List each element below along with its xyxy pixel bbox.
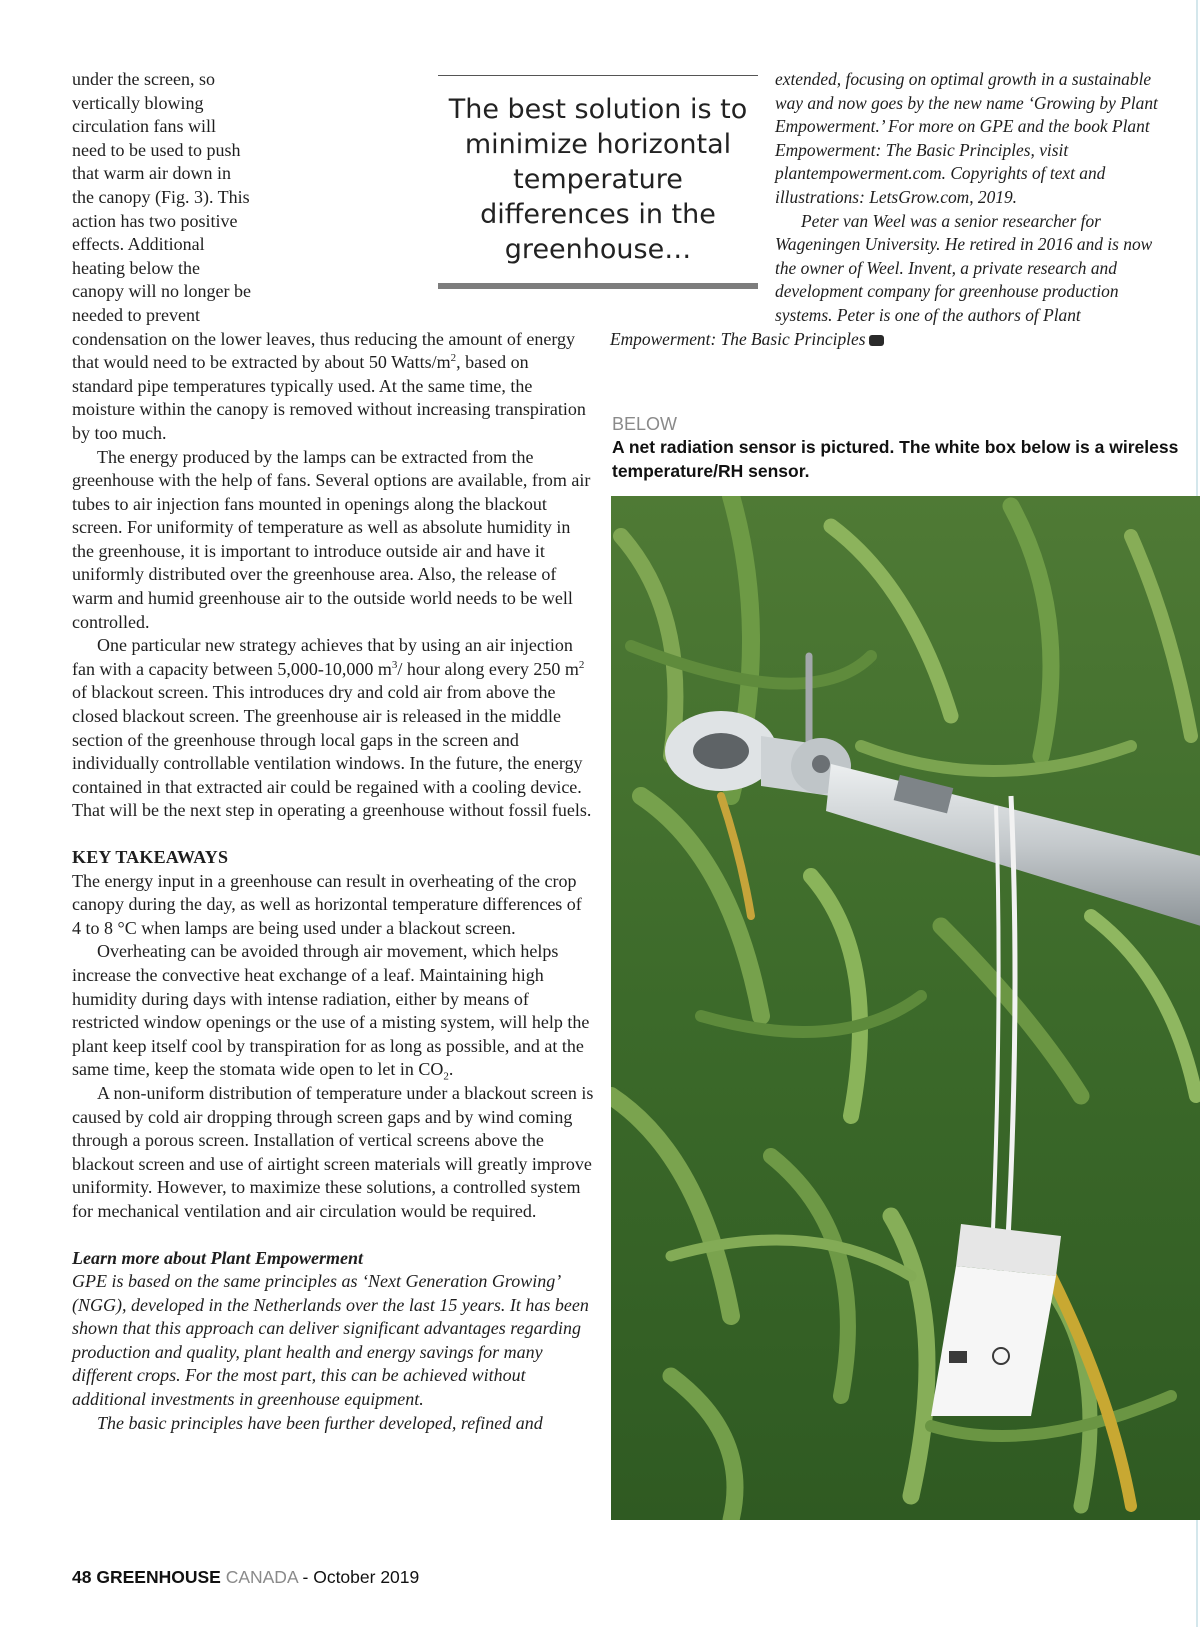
section-heading: Learn more about Plant Empowerment <box>72 1247 364 1268</box>
page-number: 48 <box>72 1567 92 1587</box>
caption-text: A net radiation sensor is pictured. The white box below is a wireless temperature/RH sensor. <box>612 437 1179 481</box>
magazine-suffix: CANADA <box>225 1567 298 1587</box>
page-footer <box>72 1567 419 1588</box>
body-paragraph: One particular new strategy achieves that by using an air injection fan with a capacity between 5,000-10,000 $m^3/$ hour along every 250 $m^2$ of blackout screen. This introduces dry and cold air from above the closed blackout screen. The greenhouse air is released in the middle section of the greenhouse through local gaps in the screen and individually controllable ventilation windows. In the future, the energy contained in that extracted air could be regained with a cooling device. That will be the next step in operating a greenhouse without fossil fuels. <box>72 635 592 821</box>
body-paragraph: The basic principles have been further developed, refined and <box>97 1412 543 1433</box>
section-heading: KEY TAKEAWAYS <box>72 847 229 867</box>
body-paragraph: extended, focusing on optimal growth in a sustainable way and now goes by the new name ‘Growing by Plant Empowerment.’ For more on GPE and the book Plant Empowerment: The Basic Principles, visit plantempowerment.com. Copyrights of text and illustrations: LetsGrow.com, 2019. <box>775 69 1158 207</box>
right-column <box>610 68 1165 351</box>
sensor-photo <box>611 496 1200 1520</box>
body-paragraph: under the screen, so vertically blowing circulation fans will need to be used to push that warm air down in the canopy (Fig. 3). This action has two positive effects. Additional heating below the canopy will no longer be needed to prevent condensation on the lower leaves, thus reducing the amount of energy that would need to be extracted by about 50 Watts/$m^2$, based on standard pipe temperatures typically used. At the same time, the moisture within the canopy is removed without increasing transpiration by too much. <box>72 69 586 443</box>
body-paragraph: The energy input in a greenhouse can result in overheating of the crop canopy during the day, as well as horizontal temperature differences of 4 to 8 °C when lamps are being used under a blackout screen. <box>72 870 582 938</box>
issue-date: - October 2019 <box>297 1567 420 1587</box>
magazine-name: GREENHOUSE <box>96 1567 221 1587</box>
gc-end-mark-icon: GC <box>869 335 884 346</box>
body-paragraph: GPE is based on the same principles as ‘Next Generation Growing’ (NGG), developed in the Netherlands over the last 15 years. It has been shown that this approach can deliver significant advantages regarding production and quality, plant health and energy savings for many different crops. For the most part, this can be achieved without additional investments in greenhouse equipment. <box>72 1271 589 1410</box>
caption-label: BELOW <box>612 414 678 434</box>
body-paragraph: Overheating can be avoided through air movement, which helps increase the convective heat exchange of a leaf. Maintaining high humidity during days with intense radiation, either by means of restricted window openings or the use of a misting system, will help the plant keep itself cool by transpiration for as long as possible, and at the same time, keep the stomata wide open to let in $CO_2$. <box>72 941 590 1083</box>
body-paragraph: A non-uniform distribution of temperature under a blackout screen is caused by cold air dropping through screen gaps and by wind coming through a porous screen. Installation of vertical screens above the blackout screen and use of airtight screen materials will greatly improve uniformity. However, to maximize these solutions, a controlled system for mechanical ventilation and air circulation would be required. <box>72 1082 594 1221</box>
pull-quote-text: The best solution is to minimize horizontal temperature differences in the greenhouse… <box>448 94 748 265</box>
body-paragraph: The energy produced by the lamps can be extracted from the greenhouse with the help of fans. Several options are available, from air tubes to air injection fans mounted in openings along the blackout screen. For uniformity of temperature as well as absolute humidity in the greenhouse, it is important to introduce outside air and have it uniformly distributed over the greenhouse area. Also, the release of warm and humid greenhouse air to the outside world needs to be well controlled. <box>72 446 591 632</box>
author-bio: Peter van Weel was a senior researcher for Wageningen University. He retired in 2016 and is now the owner of Weel. Invent, a private research and development company for greenhouse production systems. Peter is one of the authors of Plant Empowerment: The Basic Principles GC <box>610 210 1153 349</box>
